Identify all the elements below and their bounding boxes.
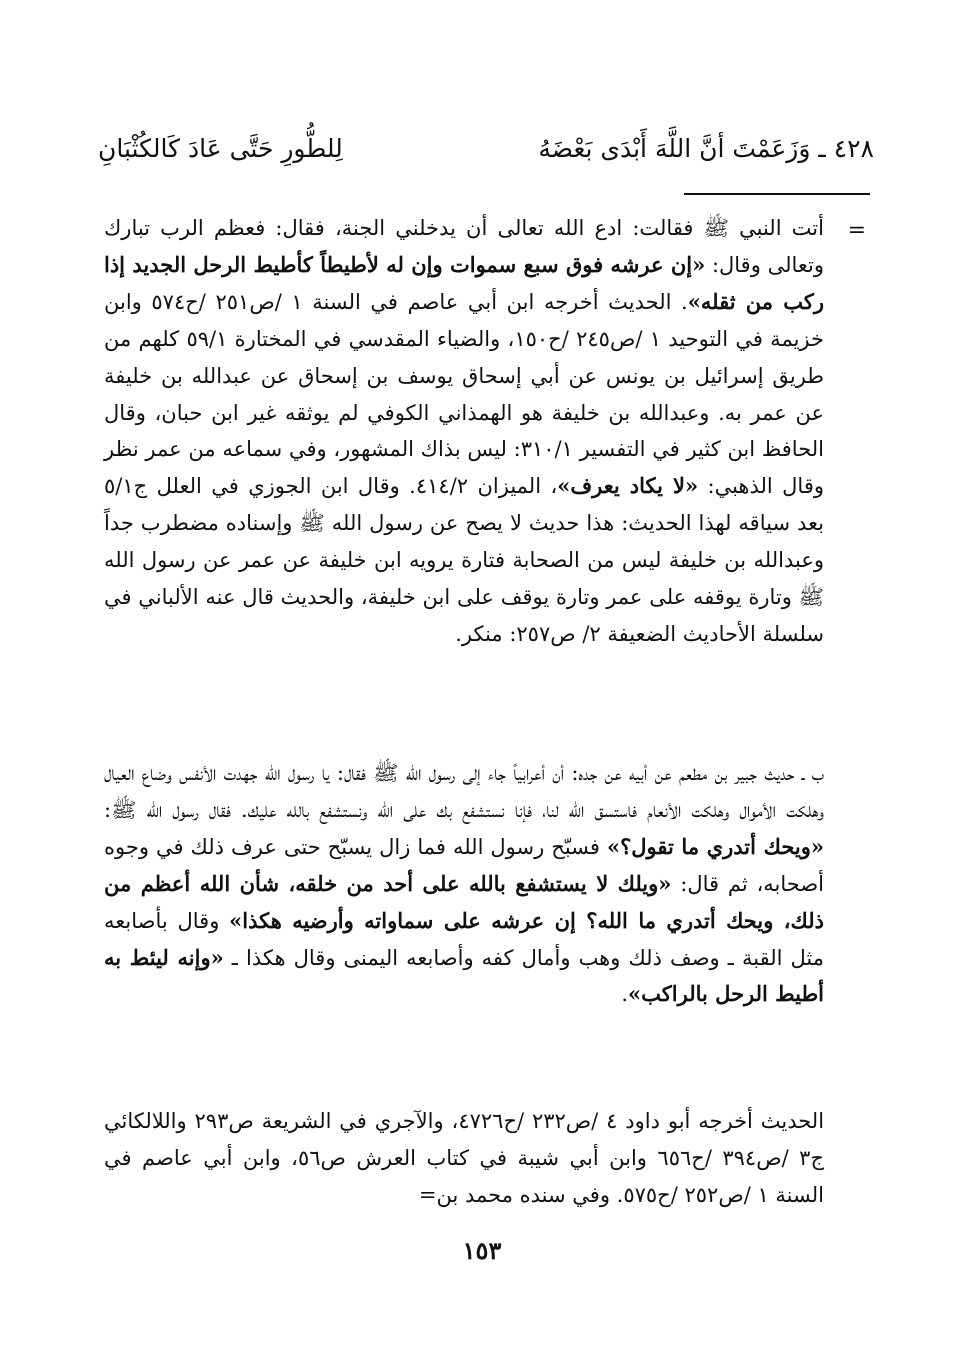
paragraph-b	[104, 755, 824, 1013]
para-b-quote-1: «ويحك أتدري ما تقول؟»	[606, 833, 824, 859]
para-a-text-1: أتت النبي ﷺ فقالت: ادع الله تعالى أن يدخلني الجنة، فقال: فعظم الرب تبارك وتعالى وقال:	[104, 216, 824, 277]
footnote-divider	[684, 193, 870, 195]
para-b-text-1: ب ـ حديث جبير بن مطعم عن أبيه عن جده: أن أعرابياً جاء إلى رسول الله ﷺ فقال: يا رسول الله جهدت الأنفس وضاع العيال وهلكت الأموال وهلكت الأنعام فاستسق الله لنا، فإنا نستشفع بك على الله ونستشفع بالله عليك. فقال رسول الله ﷺ:	[104, 761, 824, 822]
verse-number: ٤٢٨ ـ	[818, 133, 874, 163]
para-a-text-3: ، الميزان ٤١٤/٢. وقال ابن الجوزي في العلل ج٥/١ بعد سياقه لهذا الحديث: هذا حديث لا يصح عن رسول الله ﷺ وإسناده مضطرب جداً وعبدالله بن خليفة ليس من الصحابة فتارة يرويه ابن خليفة عن عمر عن رسول الله ﷺ وتارة يوقفه على عمر وتارة يوقف على ابن خليفة، والحديث قال عنه الألباني في سلسلة الأحاديث الضعيفة ٢/ ص٢٥٧: منكر.	[104, 474, 824, 646]
para-b-quote-2: «ويلك لا يستشفع بالله على أحد من خلقه، شأن الله أعظم من ذلك، ويحك أتدري ما الله؟ إن عرشه على سماواته وأرضيه هكذا»	[104, 870, 824, 933]
paragraph-c	[104, 1103, 824, 1214]
paragraph-a	[104, 210, 824, 765]
para-b-text-4: .	[621, 982, 629, 1007]
para-a-text-2: . الحديث أخرجه ابن أبي عاصم في السنة ١ /ص٢٥١ /ح٥٧٤ وابن خزيمة في التوحيد ١ /ص٢٤٥ /ح١٥٠، والضياء المقدسي في المختارة ٥٩/١ كلهم من طريق إسرائيل بن يونس عن أبي إسحاق يوسف بن إسحاق عن عبدالله بن خليفة عن عمر به. وعبدالله بن خليفة هو الهمذاني الكوفي لم يوثقه غير ابن حبان، وقال الحافظ ابن كثير في التفسير ٣١٠/١: ليس بذاك المشهور، وفي سماعه من عمر نظر وقال الذهبي:	[104, 289, 825, 499]
continuation-mark: =	[847, 218, 866, 243]
page-number: ١٥٣	[462, 1236, 502, 1265]
para-a-hadith-quote: «إن عرشه فوق سبع سموات وإن له لأطيطاً كأطيط الرحل الجديد إذا ركب من ثقله»	[104, 251, 824, 314]
para-c-text-1: الحديث أخرجه أبو داود ٤ /ص٢٣٢ /ح٤٧٢٦، والآجري في الشريعة ص٢٩٣ واللالكائي ج٣ /ص٣٩٤ /ح٦٥٦ وابن أبي شيبة في كتاب العرش ص٥٦، وابن أبي عاصم في السنة ١ /ص٢٥٢ /ح٥٧٥. وفي سنده محمد بن=	[104, 1109, 825, 1207]
para-b-text-2: فسبّح رسول الله فما زال يسبّح حتى عرف ذلك في وجوه أصحابه، ثم قال:	[104, 834, 824, 896]
para-b-quote-3: «وإنه ليئط به أطيط الرحل بالراكب»	[104, 944, 824, 1007]
verse-first-half: وَزَعَمْتَ أنَّ اللَّهَ أَبْدَى بَعْضَهُ	[538, 133, 811, 163]
para-b-text-3: وقال بأصابعه مثل القبة ـ وصف ذلك وهب وأمال كفه وأصابعه اليمنى وقال هكذا ـ	[104, 908, 825, 970]
verse-hemistich-second: لِلطُّورِ حَتَّى عَادَ كَالكُثْبَانِ	[98, 133, 343, 163]
para-a-dhahabi-quote: «لا يكاد يعرف»	[557, 473, 699, 499]
verse-header	[98, 128, 874, 168]
verse-hemistich-first	[538, 134, 874, 163]
footnote-body	[104, 210, 825, 1207]
